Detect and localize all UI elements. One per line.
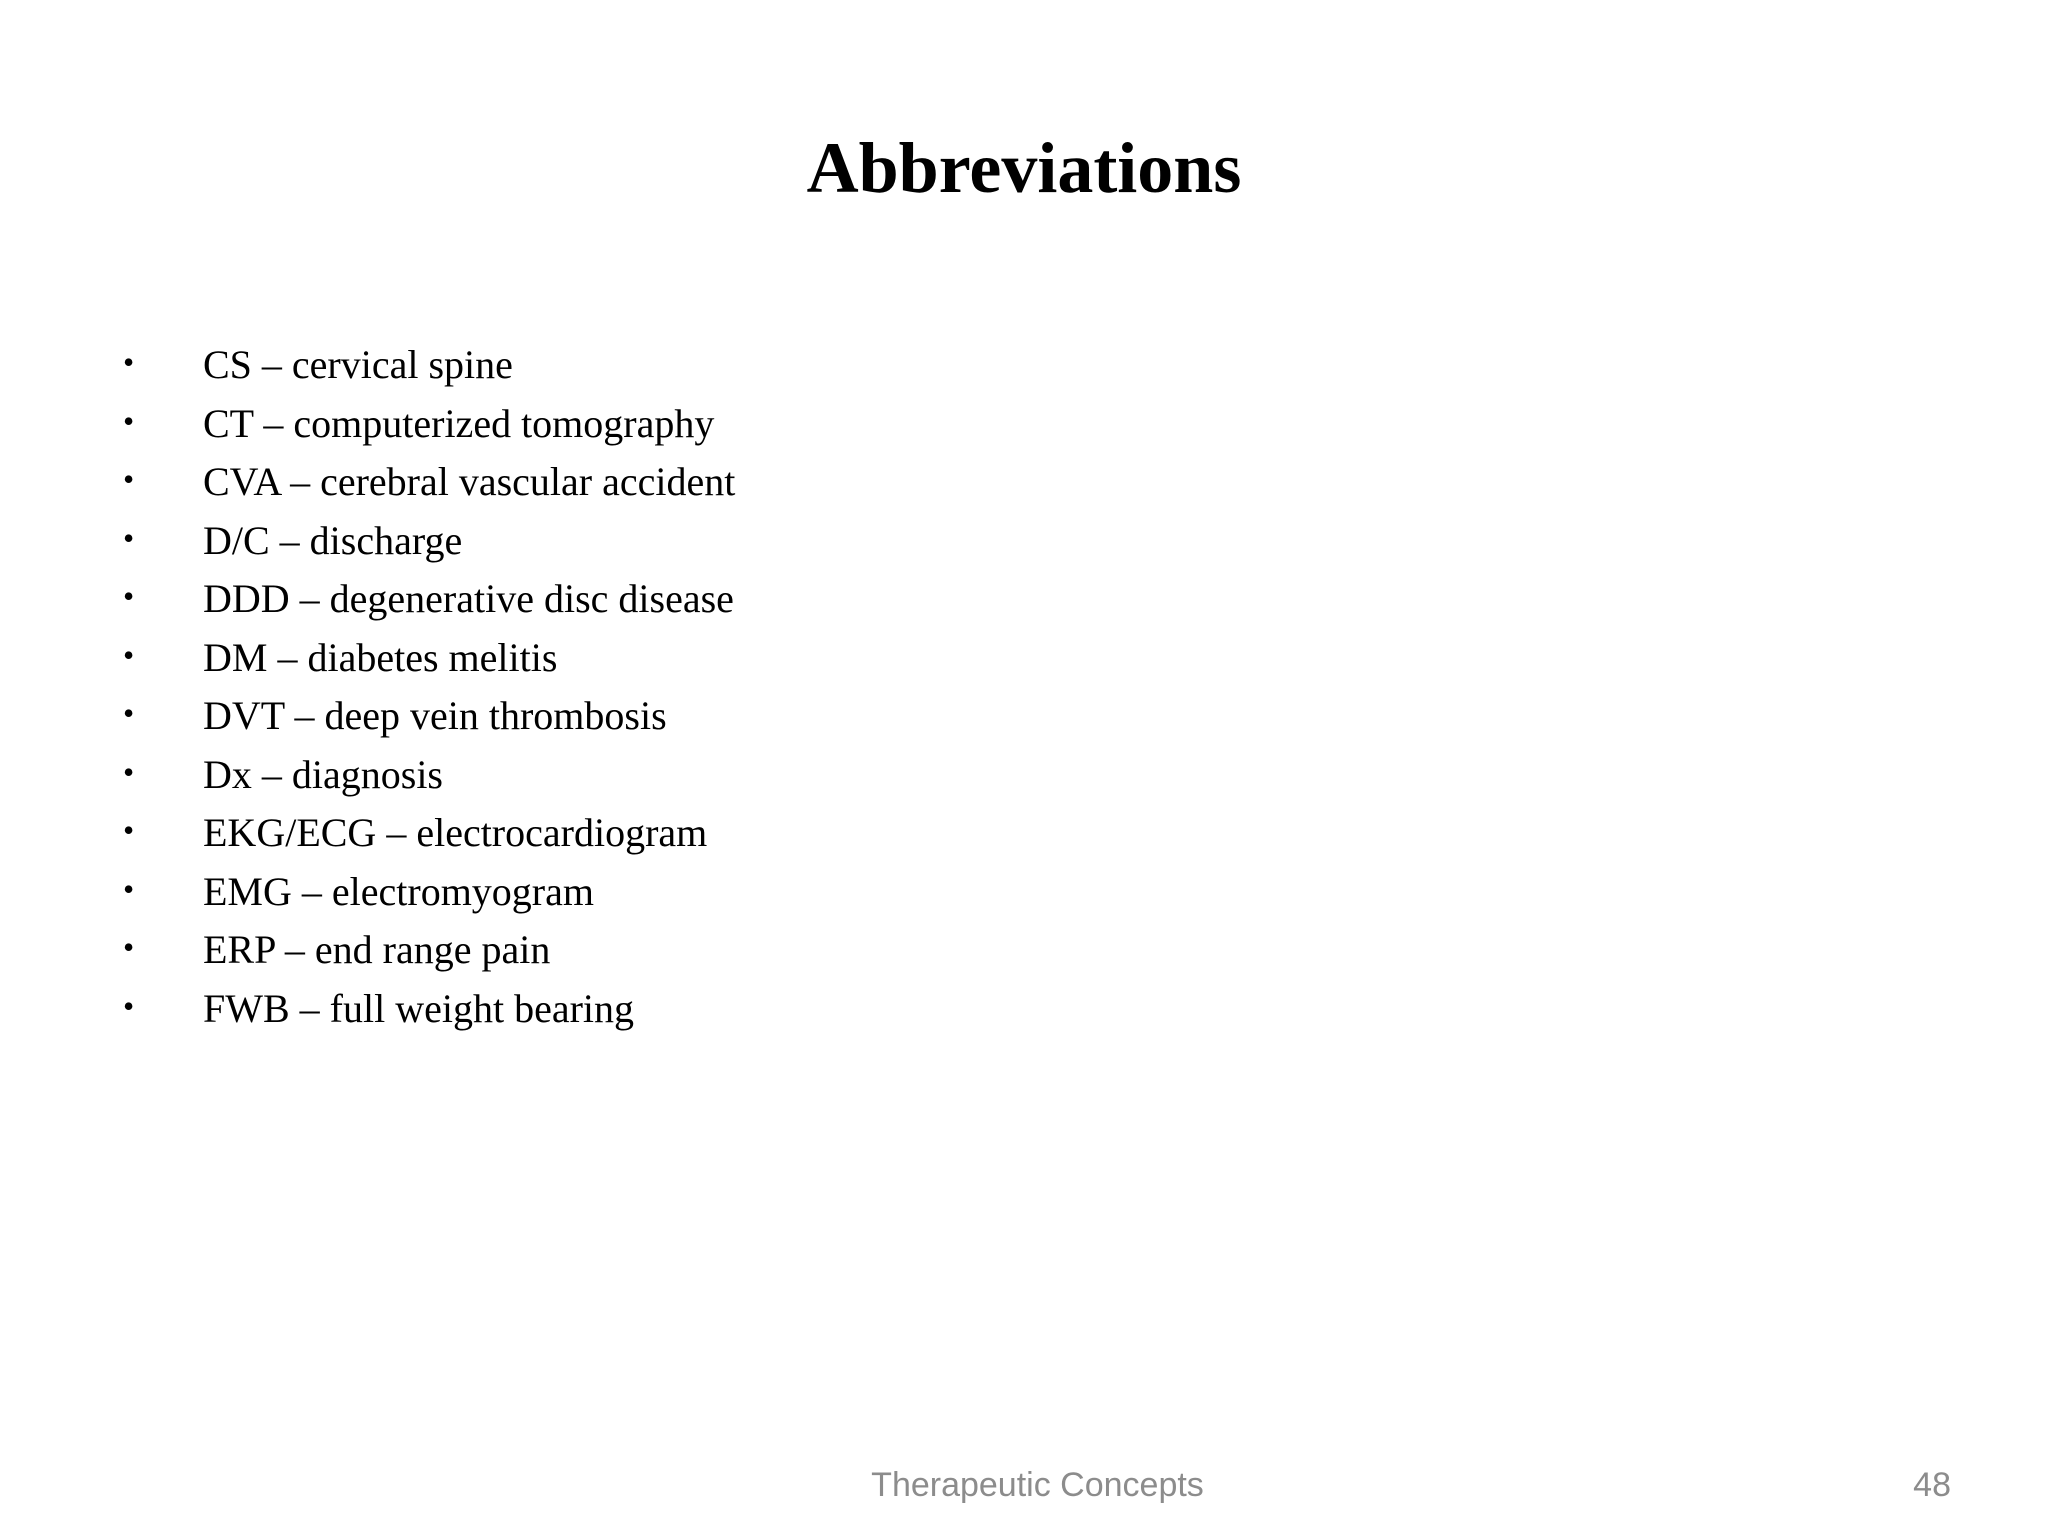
list-item-text: DDD – degenerative disc disease: [203, 576, 734, 621]
list-item-text: Dx – diagnosis: [203, 751, 443, 797]
bullet-icon: •: [123, 461, 135, 497]
list-item-text: CVA – cerebral vascular accident: [203, 459, 736, 504]
list-item-text: CT – computerized tomography: [203, 400, 715, 446]
bullet-icon: •: [123, 519, 135, 556]
list-item-text: EKG/ECG – electrocardiogram: [203, 810, 708, 855]
slide-footer: Therapeutic Concepts: [871, 1466, 1204, 1504]
bullet-icon: •: [123, 344, 135, 380]
bullet-icon: •: [123, 929, 135, 965]
bullet-icon: •: [123, 636, 135, 673]
bullet-icon: •: [123, 578, 135, 614]
page-number: 48: [1913, 1466, 1951, 1504]
slide-title: Abbreviations: [806, 128, 1242, 208]
bullet-icon: •: [123, 987, 135, 1024]
list-item-text: FWB – full weight bearing: [203, 985, 635, 1031]
list-item-text: EMG – electromyogram: [203, 868, 594, 914]
bullet-icon: •: [123, 402, 135, 439]
list-item-text: D/C – discharge: [203, 517, 463, 563]
list-item-text: ERP – end range pain: [203, 927, 551, 972]
list-item-text: DM – diabetes melitis: [203, 634, 558, 680]
list-item-text: CS – cervical spine: [203, 342, 513, 387]
bullet-icon: •: [123, 753, 135, 790]
bullet-icon: •: [123, 812, 135, 848]
bullet-icon: •: [123, 870, 135, 907]
list-item-text: DVT – deep vein thrombosis: [203, 693, 667, 738]
bullet-icon: •: [123, 695, 135, 731]
